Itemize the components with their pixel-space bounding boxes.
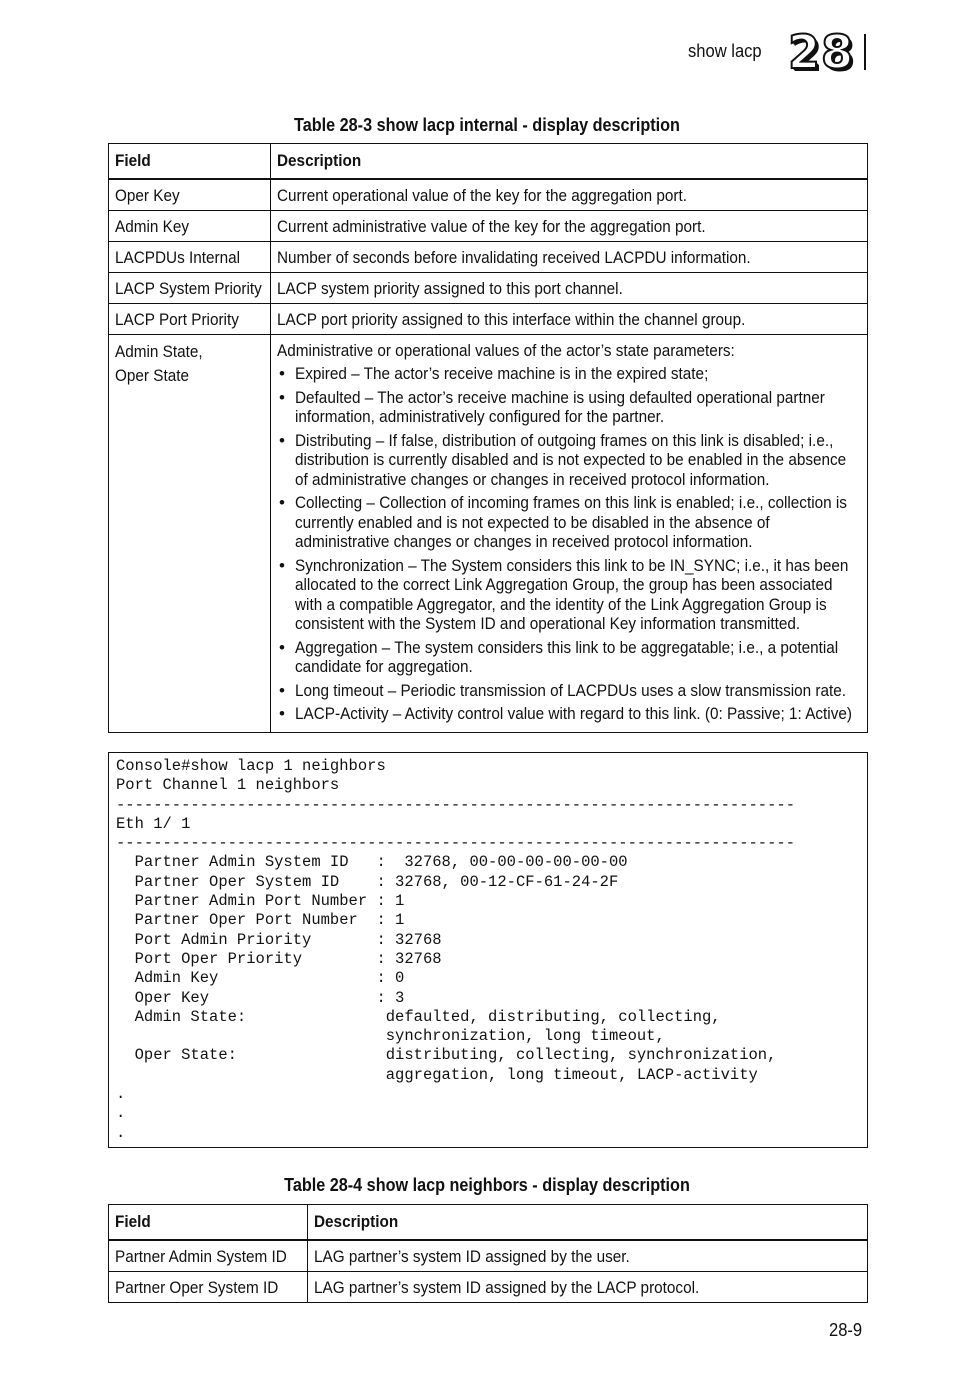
description-cell: Current administrative value of the key for the aggregation port. <box>271 211 868 242</box>
field-cell: Oper Key <box>109 179 271 211</box>
list-item: • Synchronization – The System considers this link to be IN_SYNC; i.e., it has been allocated to the correct Link Aggregation Group, the group has been associated with a compatible Aggregator, and the identity of the Link Aggregation Group is consistent with the System ID and operational Key information transmitted. <box>277 556 861 634</box>
column-header-field: Field <box>109 1205 308 1241</box>
console-line: Partner Admin System ID : 32768, 00-00-00-00-00-00 <box>116 853 628 872</box>
table-header-row <box>109 144 868 180</box>
console-line: Port Admin Priority : 32768 <box>116 930 442 949</box>
console-line: Eth 1/ 1 <box>116 814 191 833</box>
table-row <box>109 211 868 242</box>
description-cell: LACP system priority assigned to this port channel. <box>271 273 868 304</box>
internal-description-table <box>108 143 868 733</box>
console-line: Oper Key : 3 <box>116 988 405 1007</box>
chapter-rule <box>864 34 866 70</box>
console-line: Admin Key : 0 <box>116 969 405 988</box>
field-cell: LACP Port Priority <box>109 304 271 335</box>
description-cell: LAG partner’s system ID assigned by the user. <box>308 1240 868 1272</box>
list-item: • Collecting – Collection of incoming frames on this link is enabled; i.e., collection is currently enabled and is not expected to be disabled in the absence of administrative changes or changes in received protocol information. <box>277 493 861 552</box>
console-line: ------------------------------------------------------------------------- <box>116 795 796 814</box>
console-line: Partner Oper Port Number : 1 <box>116 911 405 930</box>
list-item: • Expired – The actor’s receive machine is in the expired state; <box>277 364 861 384</box>
description-cell <box>271 335 868 733</box>
field-cell: LACPDUs Internal <box>109 242 271 273</box>
chapter-number: 28 <box>788 25 855 79</box>
console-line: Port Oper Priority : 32768 <box>116 949 442 968</box>
console-line: Port Channel 1 neighbors <box>116 776 340 795</box>
list-item: • Long timeout – Periodic transmission of LACPDUs uses a slow transmission rate. <box>277 681 861 701</box>
console-line: Console#show lacp 1 neighbors <box>116 757 386 775</box>
list-item: • Aggregation – The system considers this link to be aggregatable; i.e., a potential candidate for aggregation. <box>277 638 861 677</box>
section-title: show lacp <box>688 41 762 61</box>
field-cell: LACP System Priority <box>109 273 271 304</box>
console-line: Partner Oper System ID : 32768, 00-12-CF-61-24-2F <box>116 872 619 891</box>
description-cell: LAG partner’s system ID assigned by the LACP protocol. <box>308 1272 868 1303</box>
field-cell: Admin State, Oper State <box>109 335 271 733</box>
field-cell: Partner Admin System ID <box>109 1240 308 1272</box>
console-line: . <box>116 1085 126 1104</box>
table-row <box>109 1240 868 1272</box>
table-header-row <box>109 1205 868 1241</box>
console-line: Oper State: distributing, collecting, synchronization, <box>116 1046 777 1065</box>
table-row <box>109 273 868 304</box>
console-output <box>108 752 868 1148</box>
table-caption-internal: Table 28-3 show lacp internal - display description <box>294 115 680 135</box>
console-line: ------------------------------------------------------------------------- <box>116 834 796 853</box>
table-row <box>109 1272 868 1303</box>
description-cell: Current operational value of the key for the aggregation port. <box>271 179 868 211</box>
list-item: • LACP-Activity – Activity control value with regard to this link. (0: Passive; 1: Active) <box>277 704 861 724</box>
column-header-description: Description <box>308 1205 868 1241</box>
column-header-description: Description <box>271 144 868 180</box>
list-item: • Distributing – If false, distribution of outgoing frames on this link is disabled; i.e., distribution is currently disabled and is not expected to be enabled in the absence of administrative changes or changes in received protocol information. <box>277 431 861 490</box>
table-row <box>109 179 868 211</box>
console-line: Admin State: defaulted, distributing, collecting, <box>116 1007 721 1026</box>
state-intro: Administrative or operational values of the actor’s state parameters: <box>277 341 735 360</box>
console-line: . <box>116 1123 126 1142</box>
console-line: synchronization, long timeout, <box>116 1027 665 1046</box>
console-line: . <box>116 1104 126 1123</box>
table-row <box>109 242 868 273</box>
column-header-field: Field <box>109 144 271 180</box>
table-caption-neighbors: Table 28-4 show lacp neighbors - display description <box>284 1175 690 1195</box>
neighbors-description-table <box>108 1204 868 1303</box>
description-cell: Number of seconds before invalidating received LACPDU information. <box>271 242 868 273</box>
console-line: aggregation, long timeout, LACP-activity <box>116 1065 758 1084</box>
state-bullet-list <box>277 364 861 724</box>
list-item: • Defaulted – The actor’s receive machine is using defaulted operational partner information, administratively configured for the partner. <box>277 388 861 427</box>
table-row <box>109 304 868 335</box>
field-cell: Partner Oper System ID <box>109 1272 308 1303</box>
page-number: 28-9 <box>829 1320 863 1340</box>
field-cell: Admin Key <box>109 211 271 242</box>
console-line: Partner Admin Port Number : 1 <box>116 892 405 911</box>
table-row-state <box>109 335 868 733</box>
description-cell: LACP port priority assigned to this interface within the channel group. <box>271 304 868 335</box>
